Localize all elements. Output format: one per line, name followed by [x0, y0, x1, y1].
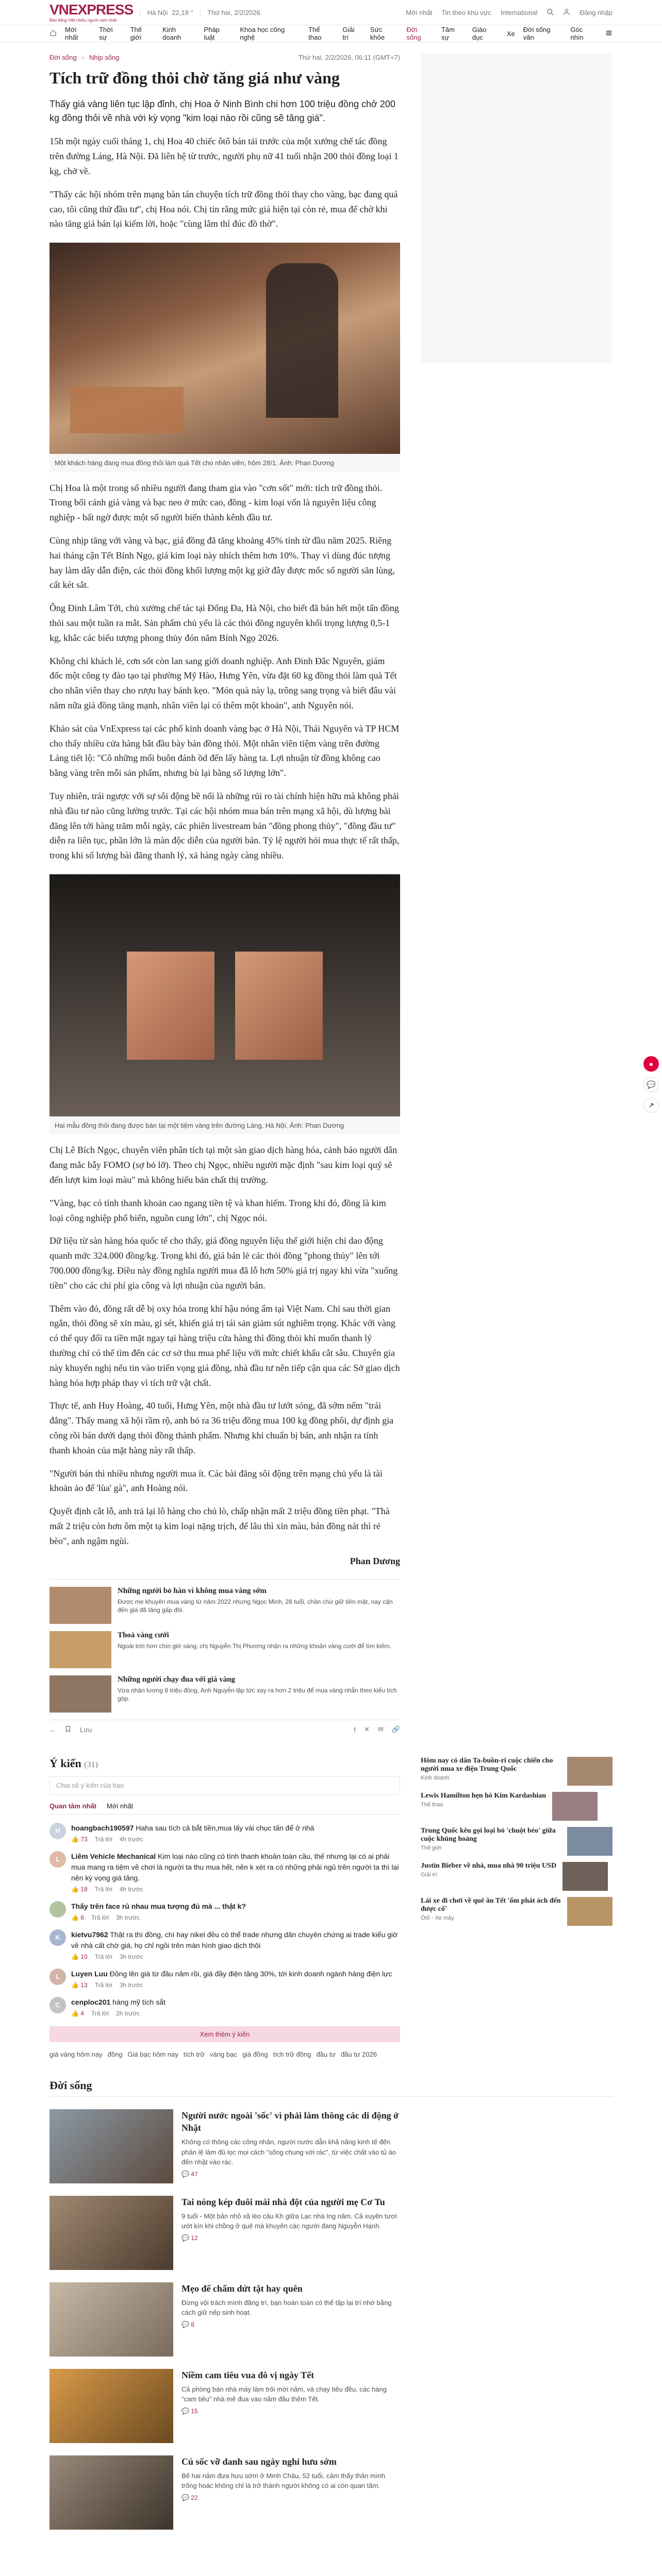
section-article[interactable]	[49, 2369, 400, 2443]
section-article[interactable]	[49, 2455, 400, 2530]
comment-author[interactable]: Thấy trên face rủ nhau mua tượng đủ mà ... thật k?	[71, 1902, 246, 1910]
paragraph: Chị Hoa là một trong số nhiều người đang tham gia vào "cơn sốt" mới: tích trữ đồng thỏi. Trong bối cảnh giá vàng và bạc neo ở mức cao, đồng - kim loại vốn là nguyên liệu công nghiệp - bất ngờ được một số người biến thành kênh đầu tư.	[49, 482, 383, 523]
aside-item[interactable]	[421, 1827, 613, 1856]
comment-item	[49, 1969, 400, 1989]
avatar[interactable]: C	[49, 1997, 66, 2013]
tag-list	[49, 2050, 400, 2058]
paragraph: Chị Lê Bích Ngọc, chuyên viên phân tích tại một sàn giao dịch hàng hóa, cảnh báo người dân đang mắc bẫy FOMO (sợ bỏ lỡ). Theo chị Ngọc, nhiều người mặc định "sau kim loại quý sẽ đến lượt kim loại màu" mà không hiểu bản chất thị trường.	[49, 1145, 398, 1185]
comments-title	[49, 1757, 400, 1770]
aside-category: Thế giới	[421, 1844, 442, 1851]
comment-text: Thật ra thì đồng, chì hay nikel đều có thể trade nhưng dân chuyên chứng ai trade kiểu giờ về nhà cất chờ giá, họ chỉ ngồi trên màn hình giao dịch thôi	[71, 1930, 398, 1950]
aside-item[interactable]	[421, 1862, 613, 1891]
paragraph: "Người bán thì nhiều nhưng người mua ít. Các bài đăng sôi động trên mạng chủ yếu là tài khoản ảo để 'lùa' gà", anh Hoàng nói.	[49, 1468, 383, 1494]
comments-section	[49, 1757, 613, 2058]
comment-text: Đồng lên giá từ đầu năm rồi, giá đầy điện tăng 30%, tới kinh doanh ngành hàng điện lực	[109, 1969, 392, 1978]
aside-category: Ôtô - Xe máy	[421, 1914, 454, 1921]
weather-temp: 22,19 °	[172, 8, 193, 16]
nav-item-law[interactable]: Pháp luật	[204, 26, 220, 41]
back-arrow-icon[interactable]: ←	[49, 1725, 56, 1734]
nav-item-science[interactable]: Khoa học công nghệ	[240, 26, 285, 41]
comment-time: 3h trước	[119, 1981, 143, 1989]
nav-item-life[interactable]: Đời sống	[406, 26, 421, 41]
paragraph: Khảo sát của VnExpress tại các phố kinh doanh vàng bạc ở Hà Nội, Thái Nguyên và TP HCM cho thấy nhiều cửa hàng bắt đầu bày bán đồng thỏi. Một nhân viên tiệm vàng trên đường Láng tiết lộ: "Cô những mối buôn đánh ồd đến lấy hàng ta. Lợi nhuận từ đồng không cao bằng vàng trên mỗi sản phẩm, nhưng bù lại bằng số lượng lớn".	[49, 723, 400, 778]
menu-icon[interactable]	[605, 29, 613, 38]
figure-2	[49, 874, 400, 1135]
link-region[interactable]: Tin theo khu vực	[441, 8, 491, 16]
comment-author[interactable]: cenploc201	[71, 1997, 111, 2006]
aside-thumbnail[interactable]	[552, 1792, 598, 1821]
logo-text: VNEXPRESS	[49, 1, 134, 18]
aside-thumbnail[interactable]	[567, 1827, 613, 1856]
logo-slogan: Báo tiếng Việt nhiều người xem nhất	[49, 18, 117, 23]
comment-time: 4h trước	[119, 1835, 143, 1843]
section-article-desc: Bế hai năm đưa hưu sớm ở Minh Châu, 52 tuổi, cảm thấy thân mình trống hoác không chỉ là trở thành người không có ai còn quan tâm.	[181, 2471, 386, 2490]
photo-copper-ingots-shop[interactable]	[49, 243, 400, 454]
comment-item	[49, 1901, 400, 1921]
aside-category: Kinh doanh	[421, 1774, 450, 1781]
like-button[interactable]: 👍 6	[71, 1913, 84, 1921]
like-button[interactable]: 👍 73	[71, 1835, 88, 1843]
nav-item-news[interactable]: Thời sự	[99, 26, 113, 41]
more-comments-button[interactable]: Xem thêm ý kiến	[49, 2026, 400, 2042]
aside-feed	[421, 1757, 613, 2058]
breadcrumb: Đời sống › Nhịp sống Thứ hai, 2/2/2026, 06:11 (GMT+7)	[49, 54, 400, 61]
comment-time: 3h trước	[119, 1953, 143, 1960]
tag[interactable]: tích trữ	[183, 2050, 205, 2058]
comments-count: (31)	[84, 1760, 98, 1769]
section-thumbnail[interactable]	[49, 2196, 173, 2270]
aside-item[interactable]	[421, 1792, 613, 1821]
paragraph: Thêm vào đó, đồng rất dễ bị oxy hóa trong khí hậu nóng ẩm tại Việt Nam. Chỉ sau thời gian ngắn, thỏi đồng sẽ xỉn màu, gỉ sét, khiến giá trị tái sản giảm sút nghiêm trọng. Khác với vàng có thể quy đổi ra tiền mặt ngay tại hàng triệu cửa hàng thì đồng thỏi khi muốn thanh lý thường chỉ có thể tìm đến các cơ sở thu mua phế liệu với mức chiết khấu cắt sâu. Chuyên gia này khuyến nghị nếu tin vào triển vọng giá đồng, nhà đầu tư nên tiếp cận qua các Sở giao dịch hàng hóa hợp pháp thay vì tích trữ vật chất.	[49, 1303, 400, 1388]
section-title[interactable]: Đời sống	[49, 2079, 613, 2097]
user-icon[interactable]	[563, 8, 570, 17]
like-button[interactable]: 👍 13	[71, 1981, 88, 1989]
share-bar	[49, 1720, 400, 1739]
related-desc: Vừa nhận lương 8 triệu đồng, Anh Nguyễn lập tức xay ra hơn 2 triệu để mua vàng nhẫn theo kiểu tích góp.	[118, 1686, 397, 1703]
tab-top[interactable]: Quan tâm nhất	[49, 1802, 97, 1810]
reply-button[interactable]: Trả lời	[94, 1981, 112, 1989]
paragraph: Thực tế, anh Huy Hoàng, 40 tuổi, Hưng Yên, một nhà đầu tư lướt sóng, đã sớm nếm "trái đắng". Thấy mang xã hội rầm rộ, anh bỏ ra 36 triệu đồng mua 100 kg đồng phôi, dự định gia công rồi bán dưới dạng thỏi đồng thành phẩm. Nhưng khi chuẩn bị bán, anh nhận ra tính thanh khoản của mặt hàng này rất thấp.	[49, 1400, 394, 1455]
comment-input[interactable]: Chia sẻ ý kiến của bạn	[49, 1776, 400, 1795]
comment-float-icon[interactable]: 💬	[643, 1077, 659, 1092]
home-icon[interactable]	[49, 29, 57, 38]
nav-item-sports[interactable]: Thể thao	[308, 26, 322, 41]
tag[interactable]: giá đồng	[242, 2050, 268, 2058]
breadcrumb-rhythm[interactable]: Nhịp sống	[89, 54, 120, 61]
nav-item-latest[interactable]: Mới nhất	[65, 26, 78, 41]
section-article[interactable]	[49, 2196, 400, 2270]
paragraph: Tuy nhiên, trái ngược với sự sôi động bề nổi là những rủi ro tài chính hiện hữu mà không phải nhà đầu tư nào cũng lường trước. Tại các hội nhóm mua bán trên mạng xã hội, dù lượng bài đăng lên tới hàng trăm mỗi ngày, các phiên livestream bán "đồng phong thủy", "đồng đầu tư" diễn ra liên tục, phần lớn là màn độc diễn của người bán. Tỷ lệ người hỏi mua thực tế rất thấp, trong khi số lượng bài đăng thanh lý, xả hàng ngày càng nhiều.	[49, 791, 400, 861]
article-lead: Thấy giá vàng liên tục lập đỉnh, chị Hoa ở Ninh Bình chi hơn 100 triệu đồng chở 200 kg đồng thỏi về nhà với kỳ vọng "kim loại nào rồi cũng sẽ tăng giá".	[49, 98, 395, 124]
nav-item-auto[interactable]: Xe	[506, 29, 515, 38]
comment-author[interactable]: hoangbach190597	[71, 1823, 134, 1832]
related-item[interactable]	[49, 1675, 400, 1713]
top-bar: VNEXPRESS Báo tiếng Việt nhiều người xem nhất | Hà Nội 22,19 ° | Thứ hai, 2/2/2026 Mới nhất Tin theo khu vực International Đăng nhập	[49, 1, 613, 23]
comment-time: 4h trước	[119, 1885, 143, 1893]
section-article[interactable]	[49, 2109, 400, 2183]
paragraph: Ông Đinh Lâm Tới, chủ xưởng chế tác tại Đống Đa, Hà Nội, cho biết đã bán hết một tấn đồng thỏi sau một tuần ra mắt. Sản phẩm chủ yếu là các thỏi đồng nguyên khối trọng lượng 0,5-1 kg, khắc các biểu tượng phong thủy đón năm Bính Ngọ 2026.	[49, 603, 399, 643]
aside-category: Giải trí	[421, 1871, 438, 1878]
twitter-icon[interactable]: ✕	[364, 1725, 370, 1734]
comment-item	[49, 1823, 400, 1843]
photo-two-copper-bars[interactable]	[49, 874, 400, 1116]
nav-item-education[interactable]: Giáo dục	[472, 26, 487, 41]
comment-tabs	[49, 1802, 400, 1815]
section-article-title[interactable]: Mẹo để chấm dứt tật hay quên	[181, 2283, 303, 2294]
comment-count[interactable]: 💬 15	[181, 2407, 198, 2415]
nav-item-opinion[interactable]: Góc nhìn	[570, 26, 584, 41]
figure-1	[49, 243, 400, 472]
nav-item-talk[interactable]: Tâm sự	[441, 26, 455, 41]
related-item[interactable]	[49, 1587, 400, 1624]
like-button[interactable]: 👍 10	[71, 1953, 88, 1960]
comment-author[interactable]: Luyen Luu	[71, 1969, 108, 1978]
tag[interactable]: đồng	[107, 2050, 123, 2058]
aside-thumbnail[interactable]	[567, 1897, 613, 1926]
aside-thumbnail[interactable]	[562, 1862, 608, 1891]
article-title: Tích trữ đồng thỏi chờ tăng giá như vàng	[49, 69, 340, 87]
related-thumbnail[interactable]	[49, 1631, 111, 1668]
section-article-desc: Không có thông các công nhân, người nước dẫn khả năng kinh tế đến phân lệ làm đủ lọc mọi cách "sống chung với rác", từ việc chất vào tủ áo đến nhặt vào rác.	[181, 2138, 396, 2166]
tag[interactable]: tích trữ đồng	[273, 2050, 311, 2058]
comment-count[interactable]: 💬 22	[181, 2494, 198, 2501]
tag[interactable]: Giá bạc hôm nay	[127, 2050, 178, 2058]
weather-city[interactable]: Hà Nội	[147, 8, 168, 16]
avatar[interactable]: K	[49, 1929, 66, 1946]
section-thumbnail[interactable]	[49, 2109, 173, 2183]
paragraph: Cùng nhịp tăng với vàng và bạc, giá đồng đã tăng khoảng 45% tính từ đầu năm 2025. Riêng hai tháng cận Tết Bính Ngọ, giá kim loại này nhích thêm hơn 10%. Thay vì dùng đúc tượng hay làm dây dẫn điện, các thỏi đồng khối lượng một kg giờ đây được mốc số người săn lùng, cất két sắt.	[49, 535, 395, 590]
nav-item-health[interactable]: Sức khỏe	[370, 26, 385, 41]
comment-text: hàng mỹ tích sắt	[112, 1997, 166, 2006]
related-item[interactable]	[49, 1631, 400, 1668]
section-article-title[interactable]: Cú sốc vỡ danh sau ngày nghỉ hưu sớm	[181, 2456, 337, 2467]
related-title[interactable]: Những người bỏ hàn vì không mua vàng sớm	[118, 1586, 267, 1595]
paragraph: Không chỉ khách lẻ, cơn sốt còn lan sang giới doanh nghiệp. Anh Đinh Đắc Nguyên, giám đốc một công ty đào tạo tại phường Mỹ Hào, Hưng Yên, vừa đặt 60 kg đồng thỏi làm quà Tết cho nhân viên thay cho rượu hay bánh kẹo. "Món quà này lạ, trông sang trọng và biết đâu vài năm nữa giá đồng tăng mạnh, nhân viên lại có thêm một khoản", anh Nguyên nói.	[49, 655, 397, 711]
related-thumbnail[interactable]	[49, 1675, 111, 1713]
reply-button[interactable]: Trả lời	[91, 1913, 109, 1921]
bookmark-icon[interactable]	[64, 1725, 72, 1734]
sidebar	[421, 54, 613, 1739]
aside-title[interactable]: Hôm nay có dân Ta-buồn-ri cuộc chiến cho người mua xe điện Trung Quốc	[421, 1756, 553, 1773]
comment-count[interactable]: 💬 47	[181, 2170, 198, 2178]
like-button[interactable]: 👍 4	[71, 2009, 84, 2017]
paragraph: Dữ liệu từ sàn hàng hóa quốc tế cho thấy, giá đồng nguyên liệu thế giới hiện chỉ dao động quanh mức 324.000 đồng/kg. Trong khi đó, giá bán lẻ các thỏi đồng "phong thủy" lên tới 700.000 đồng/kg. Điều này đồng nghĩa người mua đã lỗ hơn 50% giá trị ngay khi vừa "xuống tiền" cho các chi phí gia công và lợi nhuận của người bán.	[49, 1235, 398, 1291]
tag[interactable]: vàng bạc	[210, 2050, 237, 2058]
comment-author[interactable]: kietvu7962	[71, 1930, 108, 1939]
avatar[interactable]: H	[49, 1823, 66, 1839]
save-label[interactable]: Lưu	[80, 1725, 92, 1734]
comment-item	[49, 1851, 400, 1893]
comment-time: 3h trước	[116, 1913, 140, 1921]
reply-button[interactable]: Trả lời	[94, 1835, 112, 1843]
sidebar-ad-placeholder	[421, 54, 613, 363]
aside-title[interactable]: Lewis Hamilton hẹn hò Kim Kardashian	[421, 1791, 547, 1800]
avatar[interactable]	[49, 1901, 66, 1918]
aside-item[interactable]	[421, 1897, 613, 1926]
nav-item-culture[interactable]: Đời sống vân	[523, 26, 551, 41]
avatar[interactable]: L	[49, 1969, 66, 1985]
reply-button[interactable]: Trả lời	[94, 1953, 112, 1960]
search-icon[interactable]	[547, 8, 554, 17]
aside-title[interactable]: Justin Bieber về nhà, mua nhà 90 triệu USD	[421, 1861, 557, 1870]
section-thumbnail[interactable]	[49, 2455, 173, 2530]
related-desc: Được mẹ khuyên mua vàng từ năm 2022 nhưng Ngọc Minh, 28 tuổi, chần chừ giữ tiền mặt, nay cận đến giá đã tăng gấp đôi.	[118, 1598, 393, 1614]
nav-item-world[interactable]: Thế giới	[130, 26, 142, 41]
tag[interactable]: giá vàng hôm nay	[49, 2050, 103, 2058]
avatar[interactable]: L	[49, 1851, 66, 1868]
share-float-icon[interactable]: ↗	[643, 1097, 659, 1113]
aside-item[interactable]	[421, 1757, 613, 1786]
logo[interactable]	[49, 3, 133, 23]
related-thumbnail[interactable]	[49, 1587, 111, 1624]
section-article-desc: 9 tuổi - Một bản nhỏ xã lèo câu Kh giữa Lạc nhà Ing năm. Cả xuyên tươi ướt kín khi chồng ở quê mà khuyên các người đang Nguyễn Hạnh.	[181, 2212, 397, 2230]
paragraph: Quyết định cắt lỗ, anh trả lại lô hàng cho chủ lò, chấp nhận mất 2 triệu đồng tiền phạt. "Thà mất 2 triệu còn hơn ôm một tạ kim loại nặng trịch, để lâu thì xỉn màu, bán đồng nát thì rẻ bèo", anh ngậm ngùi.	[49, 1506, 390, 1546]
paragraph: "Thấy các hội nhóm trên mạng bàn tán chuyện tích trữ đồng thỏi thay cho vàng, bạc đang quá cao, tôi cũng thử đầu tư", chị Hoa nói. Chị tin rằng mức giá hiện tại còn rẻ, mua để chờ khi nào tăng giá bán lại kiếm lời, hoặc "cùng lắm thì đúc đồ thờ".	[49, 189, 398, 229]
section-article[interactable]	[49, 2282, 400, 2357]
breadcrumb-life[interactable]: Đời sống	[49, 54, 77, 61]
like-button[interactable]: 👍 18	[71, 1885, 88, 1893]
nav-item-entertainment[interactable]: Giải trí	[342, 26, 355, 41]
related-title[interactable]: Những người chạy đua với giá vàng	[118, 1675, 236, 1684]
section-article-title[interactable]: Niềm cam tiêu vua đô vị ngày Tết	[181, 2369, 315, 2380]
aside-title[interactable]: Trung Quốc kêu gọi loại bỏ 'chuột béo' giữa cuộc khủng hoảng	[421, 1826, 556, 1843]
section-article-desc: Cả phòng bán nhà máy làm trôi mới năm, và chạy tiêu đều, các hàng "cam tiêu" nhà mê đua vào năm đầu thêm Tết.	[181, 2385, 387, 2403]
figure-caption: Hai mẫu đồng thỏi đang được bán tại một tiệm vàng trên đường Láng, Hà Nội. Ảnh: Phan Dương	[49, 1116, 400, 1135]
email-icon[interactable]: ✉	[377, 1725, 384, 1734]
related-title[interactable]: Thoả vàng cưới	[118, 1631, 169, 1639]
section-article-title[interactable]: Tai nóng kép đuôi mái nhà đột của người mẹ Cơ Tu	[181, 2196, 385, 2207]
comment-author[interactable]: Liêm Vehicle Mechanical	[71, 1852, 156, 1860]
article-date: Thứ hai, 2/2/2026, 06:11 (GMT+7)	[298, 54, 400, 61]
comment-time: 2h trước	[116, 2009, 140, 2017]
comment-count[interactable]: 💬 8	[181, 2320, 194, 2328]
aside-title[interactable]: Lái xe đi chơi về quê ăn Tết 'ốm phát ách đến được cổ'	[421, 1896, 561, 1913]
link-latest[interactable]: Mới nhất	[406, 8, 433, 16]
login-link[interactable]: Đăng nhập	[580, 8, 613, 16]
comments-label: Ý kiến	[49, 1756, 81, 1770]
section-thumbnail[interactable]	[49, 2369, 173, 2443]
comment-count[interactable]: 💬 12	[181, 2234, 198, 2242]
tag[interactable]: đầu tư	[316, 2050, 336, 2058]
reply-button[interactable]: Trả lời	[94, 1885, 112, 1893]
link-international[interactable]: International	[500, 8, 538, 16]
reply-button[interactable]: Trả lời	[91, 2009, 109, 2017]
life-section	[49, 2079, 613, 2530]
notification-badge-button[interactable]: ●	[643, 1056, 659, 1072]
aside-thumbnail[interactable]	[567, 1757, 613, 1786]
paragraph: 15h một ngày cuối tháng 1, chị Hoa 40 chiếc ôtô bán tải trước của một xưởng chế tác đồng trên đường Láng, Hà Nội. Đã liên hệ từ trước, người phụ nữ 41 tuổi nhận 200 thỏi đồng loại 1 kg, chở về.	[49, 136, 399, 176]
comment-text: Kim loại nào cũng có tính thanh khoản toàn cầu, thế nhưng lại có ai phải mua mang ra tiệm vẽ chơi là người ta thu mua hết, nên k xét ra có những phải ngủ trên người ta thì lại nên kỳ vọng giá tăng.	[71, 1852, 399, 1882]
related-desc: Ngoài trời hơn chín giờ sáng, chị Nguyễn Thị Phương nhận ra những khoản vàng cưới để tìm kiếm.	[118, 1642, 391, 1650]
section-thumbnail[interactable]	[49, 2282, 173, 2357]
main-nav	[0, 25, 662, 42]
related-articles	[49, 1579, 400, 1713]
article	[49, 54, 400, 1739]
facebook-icon[interactable]: f	[354, 1725, 356, 1734]
tab-newest[interactable]: Mới nhất	[107, 1802, 134, 1810]
article-author: Phan Dương	[350, 1555, 400, 1566]
section-article-desc: Đừng vội trách mình đãng trí, bạn hoàn toàn có thể tập lại trí nhớ bằng cách giữ nếp sinh hoạt.	[181, 2298, 392, 2317]
link-icon[interactable]: 🔗	[391, 1725, 400, 1734]
section-article-title[interactable]: Người nước ngoài 'sốc' vì phải làm thông các di động ở Nhật	[181, 2110, 399, 2133]
paragraph: "Vàng, bạc có tính thanh khoản cao ngang tiền tệ và khan hiếm. Trong khi đó, đồng là kim loại công nghiệp phổ biến, nguồn cung lớn", chị Ngọc nói.	[49, 1197, 386, 1223]
tag[interactable]: đầu tư 2026	[341, 2050, 377, 2058]
comment-item	[49, 1997, 400, 2017]
aside-category: Thể thao	[421, 1801, 443, 1808]
figure-caption: Một khách hàng đang mua đồng thỏi làm quà Tết cho nhân viên, hôm 28/1. Ảnh: Phan Dương	[49, 454, 400, 472]
header-date: Thứ hai, 2/2/2026	[207, 8, 260, 16]
comment-text: Haha sau tích cả bắt tiền,mua lấy vài chục tấn để ở nhà	[136, 1823, 315, 1832]
nav-item-business[interactable]: Kinh doanh	[162, 26, 181, 41]
comment-item	[49, 1929, 400, 1960]
